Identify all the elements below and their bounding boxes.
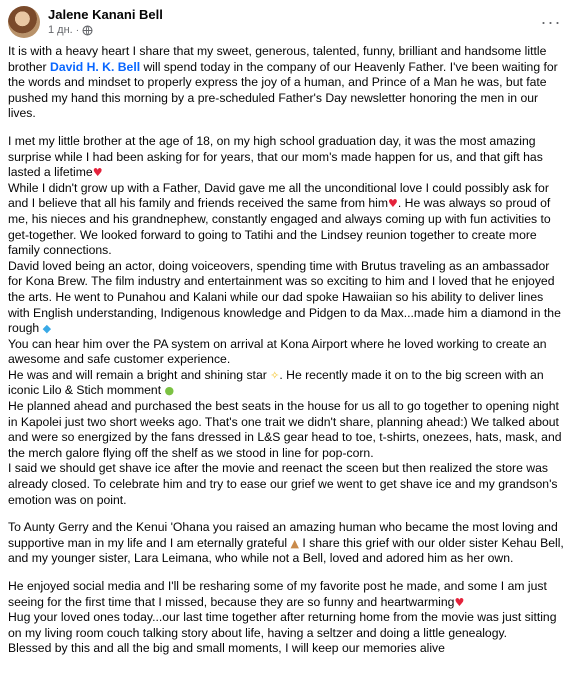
paragraph-1 [8,44,565,122]
praying-hands-emoji-icon: ▲ [290,536,299,550]
more-options-icon[interactable]: ··· [540,11,562,32]
paragraph-8: I said we should get shave ice after the movie and reenact the sceen but then realized the store was already closed. To celebrate him and try to ease our grief we went to get shave ice and my grandson's emotion was on point. [8,461,558,507]
balloon-emoji-icon: ● [164,384,175,398]
text: To Aunty Gerry and the Kenui 'Ohana you raised an amazing human who became the most loving and supportive man in my life and I am eternally grateful [8,520,558,550]
text: It is with a heavy heart I share that my sweet, generous, talented, funny, brilliant and handsome little brother [8,44,547,74]
text: . He recently made it on to the big screen with an iconic Lilo & Stich momment [8,367,544,398]
paragraph-7: He planned ahead and purchased the best seats in the house for us all to go together to opening night in Kapolei just two short weeks ago. That's one trait we didn't share, planning ahead:) We talked about and were so energized by the fans dressed in L&S gear head to toe, t-shirts, onezees, hats, mask, and the merch galore flying off the shelf as we stood in line for pop-corn. [8,399,562,460]
post-timestamp[interactable]: 1 дн. [48,24,73,37]
text: While I didn't grow up with a Father, David gave me all the unconditional love I could possibly ask for and I believe that all his family and friends received the same from him [8,180,549,211]
text: will spend today in the company of our Heavenly Father. I've been waiting for the words and mindset to properly express the joy of a human, and Prince of a Man he was, but fate pushed my hand this morning by a pre-scheduled Father's Day newsletter honoring the men in our lives. [8,59,558,121]
heart-emoji-icon: ♥ [92,166,103,180]
post-meta [48,7,163,38]
text: . He was always so proud of me, his nieces and his grandnephew, constantly engaged and always coming up with fun activities to get-together. We looked forward to going to Tatihi and the Lindsey reunion together to create more family connections. [8,196,551,258]
post-subline [48,24,163,37]
text: David loved being an actor, doing voiceovers, spending time with Brutus traveling as an ambassador for Kona Brew. The film industry and entertainment was so exciting to him and I loved that he enjoyed the arts. He went to Punahou and Kalani while our dad spoke Hawaiian so his ability to deliver lines with English understanding, Indigenous knowledge and Pidgen to da Max...made him a diamond in the rough [8,258,561,336]
paragraph-4 [8,259,565,337]
text: I met my little brother at the age of 18, on my high school graduation day, it was the most amazing surprise while I had been asking for for years, that our mom's made happen for us, and that gift has lasted a lifetime [8,133,543,180]
separator-dot: · [75,24,80,36]
text: He enjoyed social media and I'll be resharing some of my favorite post he made, and some I am just seeing for the first time that I missed, because they are so funny and heartwarming [8,579,547,609]
paragraph-2 [8,134,565,181]
post-body [8,44,565,657]
mention-link[interactable]: David H. K. Bell [50,59,141,74]
paragraph-6 [8,368,565,399]
paragraph-12: Blessed by this and all the big and small moments, I will keep our memories alive [8,641,445,656]
text: He was and will remain a bright and shining star [8,367,271,382]
star-emoji-icon: ✧ [270,368,280,382]
gem-emoji-icon: ◆ [42,322,52,336]
author-name[interactable]: Jalene Kanani Bell [48,6,163,22]
heart-emoji-icon: ♥ [454,595,465,609]
paragraph-3 [8,181,565,259]
globe-icon[interactable] [82,25,93,36]
avatar[interactable] [8,6,40,38]
post-header [8,0,565,44]
paragraph-11: Hug your loved ones today...our last time together after returning home from the movie was just sitting on my living room couch talking story about life, having a seltzer and doing a little genealogy. [8,610,557,640]
heart-emoji-icon: ♥ [388,197,398,211]
paragraph-10 [8,579,565,610]
text: I share this grief with our older sister Kehau Bell, and my younger sister, Lara Leimana, who while not a Bell, loved and adored him as her own. [8,535,564,566]
paragraph-5: You can hear him over the PA system on arrival at Kona Airport where he loved working to create an awesome and safe customer experience. [8,336,547,367]
paragraph-9 [8,520,565,567]
